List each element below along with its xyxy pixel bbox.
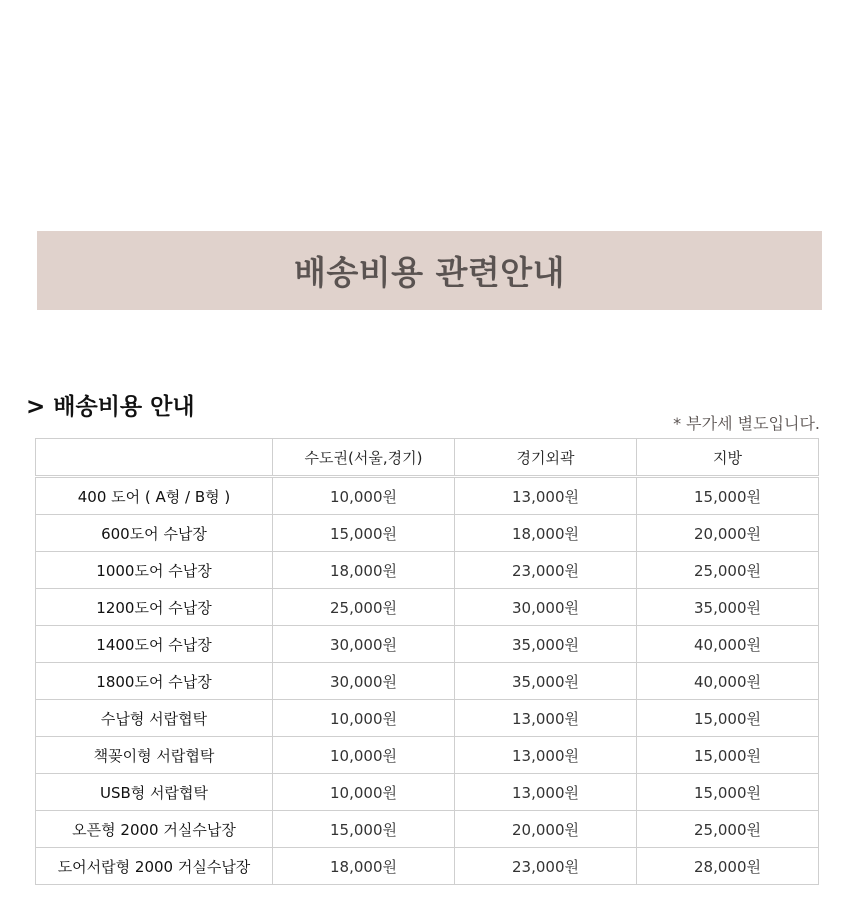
- header-metro: 수도권(서울,경기): [273, 439, 455, 477]
- price-metro-cell: 30,000원: [273, 663, 455, 700]
- price-metro-cell: 15,000원: [273, 811, 455, 848]
- header-local: 지방: [637, 439, 819, 477]
- price-local-cell: 15,000원: [637, 700, 819, 737]
- header-item: [36, 439, 273, 477]
- table-header-row: [36, 439, 819, 477]
- shipping-fee-table: [35, 438, 819, 885]
- price-outer-cell: 13,000원: [455, 774, 637, 811]
- price-metro-cell: 10,000원: [273, 477, 455, 515]
- price-local-cell: 28,000원: [637, 848, 819, 885]
- table-row: [36, 737, 819, 774]
- price-local-cell: 25,000원: [637, 811, 819, 848]
- table-row: [36, 811, 819, 848]
- table-row: [36, 552, 819, 589]
- item-name-cell: 수납형 서랍협탁: [36, 700, 273, 737]
- table-row: [36, 848, 819, 885]
- item-name-cell: 1200도어 수납장: [36, 589, 273, 626]
- price-outer-cell: 35,000원: [455, 663, 637, 700]
- price-outer-cell: 35,000원: [455, 626, 637, 663]
- price-local-cell: 40,000원: [637, 626, 819, 663]
- price-local-cell: 40,000원: [637, 663, 819, 700]
- table-row: [36, 477, 819, 515]
- item-name-cell: 1000도어 수납장: [36, 552, 273, 589]
- price-outer-cell: 13,000원: [455, 477, 637, 515]
- item-name-cell: USB형 서랍협탁: [36, 774, 273, 811]
- price-outer-cell: 23,000원: [455, 848, 637, 885]
- price-metro-cell: 18,000원: [273, 848, 455, 885]
- table-row: [36, 589, 819, 626]
- table-row: [36, 515, 819, 552]
- item-name-cell: 책꽂이형 서랍협탁: [36, 737, 273, 774]
- item-name-cell: 600도어 수납장: [36, 515, 273, 552]
- banner-title: 배송비용 관련안내: [293, 253, 565, 292]
- price-metro-cell: 10,000원: [273, 774, 455, 811]
- price-local-cell: 15,000원: [637, 774, 819, 811]
- price-metro-cell: 15,000원: [273, 515, 455, 552]
- item-name-cell: 1400도어 수납장: [36, 626, 273, 663]
- price-local-cell: 15,000원: [637, 737, 819, 774]
- price-metro-cell: 30,000원: [273, 626, 455, 663]
- price-metro-cell: 18,000원: [273, 552, 455, 589]
- price-outer-cell: 18,000원: [455, 515, 637, 552]
- item-name-cell: 400 도어 ( A형 / B형 ): [36, 477, 273, 515]
- price-outer-cell: 13,000원: [455, 700, 637, 737]
- price-outer-cell: 20,000원: [455, 811, 637, 848]
- header-outer: 경기외곽: [455, 439, 637, 477]
- table-body: [36, 477, 819, 885]
- table-row: [36, 626, 819, 663]
- price-local-cell: 15,000원: [637, 477, 819, 515]
- price-local-cell: 25,000원: [637, 552, 819, 589]
- table-row: [36, 700, 819, 737]
- price-outer-cell: 13,000원: [455, 737, 637, 774]
- item-name-cell: 오픈형 2000 거실수납장: [36, 811, 273, 848]
- table-row: [36, 774, 819, 811]
- shipping-info-banner: [37, 231, 822, 310]
- price-metro-cell: 10,000원: [273, 700, 455, 737]
- table-row: [36, 663, 819, 700]
- item-name-cell: 도어서랍형 2000 거실수납장: [36, 848, 273, 885]
- vat-note: * 부가세 별도입니다.: [673, 414, 820, 433]
- price-outer-cell: 30,000원: [455, 589, 637, 626]
- price-local-cell: 35,000원: [637, 589, 819, 626]
- item-name-cell: 1800도어 수납장: [36, 663, 273, 700]
- price-metro-cell: 25,000원: [273, 589, 455, 626]
- price-local-cell: 20,000원: [637, 515, 819, 552]
- price-outer-cell: 23,000원: [455, 552, 637, 589]
- price-metro-cell: 10,000원: [273, 737, 455, 774]
- section-title: > 배송비용 안내: [26, 394, 195, 420]
